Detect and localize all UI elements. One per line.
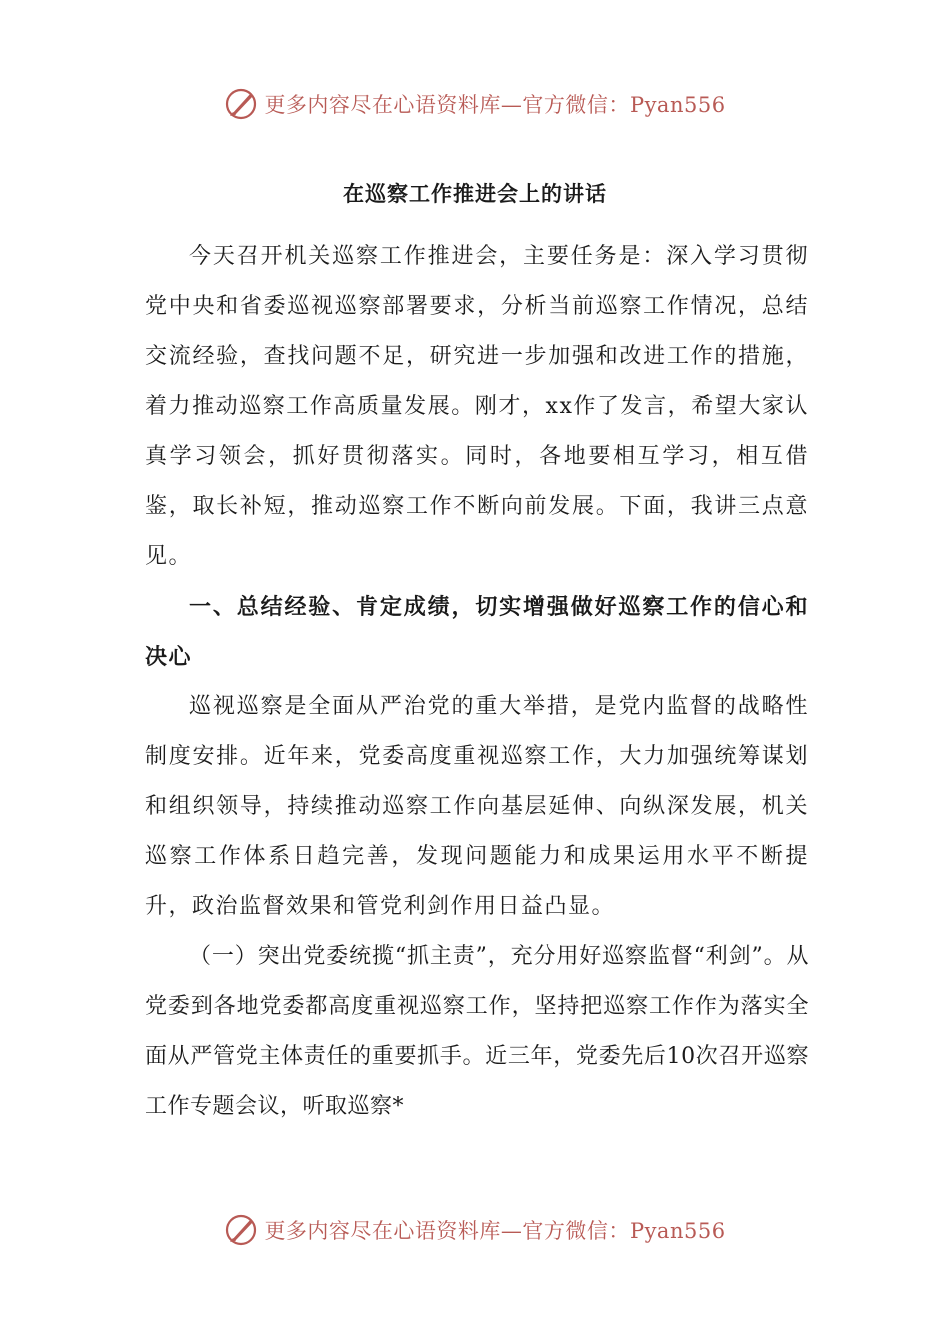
header-watermark-banner <box>0 84 950 124</box>
quill-pen-logo-icon <box>224 87 258 121</box>
wechat-id: Pyan556 <box>629 1219 726 1243</box>
paragraph-subsection-1: （一）突出党委统揽“抓主责”，充分用好巡察监督“利剑”。从党委到各地党委都高度重视巡察工作，坚持把巡察工作作为落实全面从严管党主体责任的重要抓手。近三年，党委先后10次召开巡察工作专题会议，听取巡察* <box>145 944 809 1119</box>
footer-watermark-banner <box>0 1210 950 1250</box>
paragraph-intro: 今天召开机关巡察工作推进会，主要任务是：深入学习贯彻党中央和省委巡视巡察部署要求，分析当前巡察工作情况，总结交流经验，查找问题不足，研究进一步加强和改进工作的措施，着力推动巡察工作高质量发展。刚才，xx作了发言，希望大家认真学习领会，抓好贯彻落实。同时，各地要相互学习，相互借鉴，取长补短，推动巡察工作不断向前发展。下面，我讲三点意见。 <box>145 244 809 569</box>
wechat-id: Pyan556 <box>629 93 726 117</box>
page-title: 在巡察工作推进会上的讲话 <box>343 181 607 206</box>
banner-text: 更多内容尽在心语资料库—官方微信：Pyan556 <box>264 1219 726 1243</box>
quill-pen-logo-icon <box>224 1213 258 1247</box>
paragraph-section-1: 巡视巡察是全面从严治党的重大举措，是党内监督的战略性制度安排。近年来，党委高度重视巡察工作，大力加强统筹谋划和组织领导，持续推动巡察工作向基层延伸、向纵深发展，机关巡察工作体系日趋完善，发现问题能力和成果运用水平不断提升，政治监督效果和管党利剑作用日益凸显。 <box>145 694 809 919</box>
section-heading-1: 一、总结经验、肯定成绩，切实增强做好巡察工作的信心和决心 <box>145 594 809 670</box>
banner-text: 更多内容尽在心语资料库—官方微信：Pyan556 <box>264 93 726 117</box>
document-body <box>145 232 809 1132</box>
